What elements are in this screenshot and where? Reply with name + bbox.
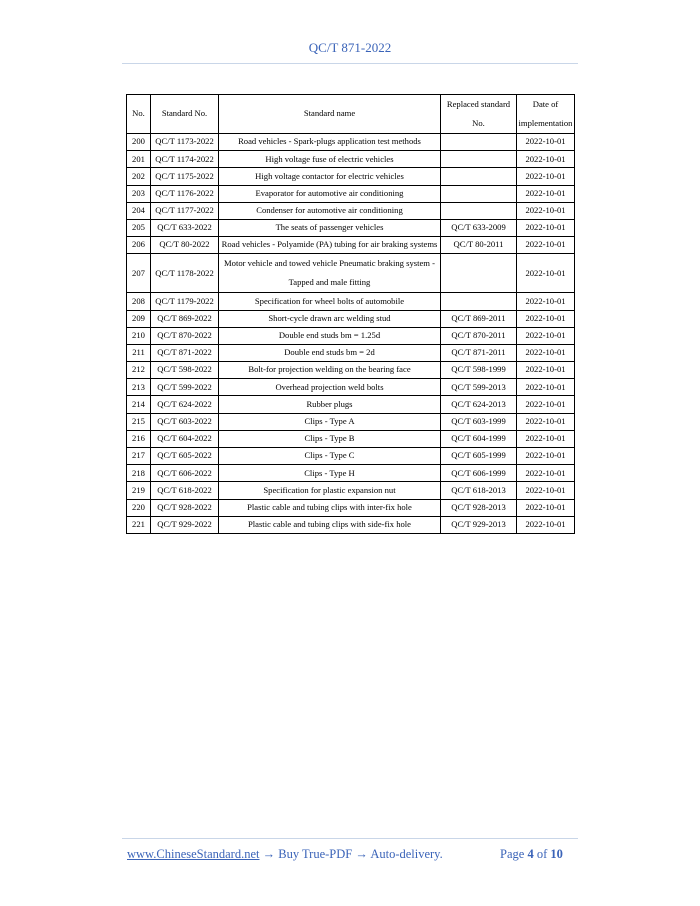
cell-standard-name: Evaporator for automotive air conditioning xyxy=(219,185,441,202)
cell-standard-name: Specification for wheel bolts of automobile xyxy=(219,293,441,310)
cell-standard-no: QC/T 929-2022 xyxy=(151,516,219,533)
cell-no: 210 xyxy=(127,327,151,344)
table-row xyxy=(127,413,575,430)
cell-replaced-standard xyxy=(441,254,517,293)
cell-no: 221 xyxy=(127,516,151,533)
page-indicator xyxy=(500,847,563,862)
table-row xyxy=(127,516,575,533)
header-replaced-line2: No. xyxy=(472,118,485,128)
cell-standard-no: QC/T 618-2022 xyxy=(151,482,219,499)
cell-date: 2022-10-01 xyxy=(517,185,575,202)
cell-standard-no: QC/T 871-2022 xyxy=(151,344,219,361)
cell-standard-name: High voltage fuse of electric vehicles xyxy=(219,151,441,168)
cell-replaced-standard: QC/T 80-2011 xyxy=(441,237,517,254)
cell-no: 208 xyxy=(127,293,151,310)
cell-standard-name: Double end studs bm = 1.25d xyxy=(219,327,441,344)
table-row xyxy=(127,168,575,185)
table-row xyxy=(127,379,575,396)
page-label: Page xyxy=(500,847,525,861)
cell-date: 2022-10-01 xyxy=(517,482,575,499)
cell-standard-no: QC/T 606-2022 xyxy=(151,465,219,482)
cell-date: 2022-10-01 xyxy=(517,379,575,396)
table-row xyxy=(127,134,575,151)
cell-no: 211 xyxy=(127,344,151,361)
cell-date: 2022-10-01 xyxy=(517,219,575,236)
header-divider xyxy=(122,63,578,64)
cell-standard-name: Clips - Type A xyxy=(219,413,441,430)
cell-replaced-standard: QC/T 929-2013 xyxy=(441,516,517,533)
table-row xyxy=(127,344,575,361)
cell-date: 2022-10-01 xyxy=(517,499,575,516)
cell-replaced-standard: QC/T 633-2009 xyxy=(441,219,517,236)
table-row xyxy=(127,465,575,482)
cell-no: 213 xyxy=(127,379,151,396)
footer-buy-text: Buy True-PDF xyxy=(278,847,353,861)
cell-replaced-standard: QC/T 928-2013 xyxy=(441,499,517,516)
table-row xyxy=(127,396,575,413)
cell-standard-no: QC/T 1178-2022 xyxy=(151,254,219,293)
footer-website-link[interactable]: www.ChineseStandard.net xyxy=(127,847,260,861)
cell-standard-no: QC/T 598-2022 xyxy=(151,362,219,379)
standards-table xyxy=(126,94,575,534)
header-standard-name: Standard name xyxy=(219,95,441,134)
cell-no: 216 xyxy=(127,430,151,447)
footer-delivery-text: Auto-delivery. xyxy=(370,847,443,861)
cell-date: 2022-10-01 xyxy=(517,465,575,482)
cell-no: 218 xyxy=(127,465,151,482)
cell-replaced-standard: QC/T 871-2011 xyxy=(441,344,517,361)
cell-standard-no: QC/T 599-2022 xyxy=(151,379,219,396)
cell-date: 2022-10-01 xyxy=(517,430,575,447)
cell-date: 2022-10-01 xyxy=(517,310,575,327)
cell-no: 201 xyxy=(127,151,151,168)
page-total: 10 xyxy=(550,847,563,861)
cell-replaced-standard: QC/T 605-1999 xyxy=(441,448,517,465)
cell-no: 220 xyxy=(127,499,151,516)
document-header-title: QC/T 871-2022 xyxy=(308,40,392,55)
cell-standard-no: QC/T 1175-2022 xyxy=(151,168,219,185)
cell-no: 209 xyxy=(127,310,151,327)
cell-replaced-standard: QC/T 603-1999 xyxy=(441,413,517,430)
header-date-line1: Date of xyxy=(532,99,559,109)
cell-date: 2022-10-01 xyxy=(517,396,575,413)
cell-standard-no: QC/T 1179-2022 xyxy=(151,293,219,310)
cell-standard-no: QC/T 604-2022 xyxy=(151,430,219,447)
cell-standard-name: Clips - Type C xyxy=(219,448,441,465)
table-row xyxy=(127,448,575,465)
cell-date: 2022-10-01 xyxy=(517,413,575,430)
cell-no: 212 xyxy=(127,362,151,379)
cell-standard-name: Overhead projection weld bolts xyxy=(219,379,441,396)
cell-standard-name: Plastic cable and tubing clips with inter-fix hole xyxy=(219,499,441,516)
table-row xyxy=(127,310,575,327)
table-row xyxy=(127,499,575,516)
table-row xyxy=(127,237,575,254)
cell-standard-name: Specification for plastic expansion nut xyxy=(219,482,441,499)
cell-standard-name: High voltage contactor for electric vehicles xyxy=(219,168,441,185)
cell-standard-name: Bolt-for projection welding on the bearing face xyxy=(219,362,441,379)
cell-replaced-standard: QC/T 869-2011 xyxy=(441,310,517,327)
cell-standard-no: QC/T 869-2022 xyxy=(151,310,219,327)
cell-standard-no: QC/T 1177-2022 xyxy=(151,202,219,219)
cell-standard-name: Road vehicles - Spark-plugs application test methods xyxy=(219,134,441,151)
cell-standard-no: QC/T 605-2022 xyxy=(151,448,219,465)
cell-standard-no: QC/T 624-2022 xyxy=(151,396,219,413)
cell-replaced-standard: QC/T 599-2013 xyxy=(441,379,517,396)
cell-date: 2022-10-01 xyxy=(517,516,575,533)
cell-standard-name: Condenser for automotive air conditioning xyxy=(219,202,441,219)
cell-no: 200 xyxy=(127,134,151,151)
cell-replaced-standard: QC/T 604-1999 xyxy=(441,430,517,447)
cell-no: 205 xyxy=(127,219,151,236)
cell-date: 2022-10-01 xyxy=(517,202,575,219)
cell-standard-name: Motor vehicle and towed vehicle Pneumatic braking system - Tapped and male fitting xyxy=(219,254,441,293)
cell-replaced-standard: QC/T 624-2013 xyxy=(441,396,517,413)
cell-date: 2022-10-01 xyxy=(517,151,575,168)
table-row xyxy=(127,482,575,499)
cell-replaced-standard xyxy=(441,151,517,168)
cell-no: 207 xyxy=(127,254,151,293)
cell-date: 2022-10-01 xyxy=(517,344,575,361)
cell-no: 215 xyxy=(127,413,151,430)
page-of: of xyxy=(536,847,548,861)
cell-no: 204 xyxy=(127,202,151,219)
cell-standard-name: The seats of passenger vehicles xyxy=(219,219,441,236)
table-row xyxy=(127,362,575,379)
cell-standard-name: Double end studs bm = 2d xyxy=(219,344,441,361)
cell-standard-name: Clips - Type H xyxy=(219,465,441,482)
table-row xyxy=(127,202,575,219)
cell-no: 203 xyxy=(127,185,151,202)
cell-standard-name: Clips - Type B xyxy=(219,430,441,447)
cell-replaced-standard xyxy=(441,185,517,202)
cell-replaced-standard: QC/T 618-2013 xyxy=(441,482,517,499)
cell-no: 214 xyxy=(127,396,151,413)
footer-arrow-icon: → xyxy=(262,847,276,861)
cell-standard-no: QC/T 633-2022 xyxy=(151,219,219,236)
cell-replaced-standard xyxy=(441,293,517,310)
footer-promo xyxy=(127,847,443,862)
cell-date: 2022-10-01 xyxy=(517,168,575,185)
cell-standard-no: QC/T 1174-2022 xyxy=(151,151,219,168)
cell-standard-no: QC/T 1176-2022 xyxy=(151,185,219,202)
cell-replaced-standard xyxy=(441,168,517,185)
cell-replaced-standard xyxy=(441,134,517,151)
cell-standard-no: QC/T 80-2022 xyxy=(151,237,219,254)
header-no: No. xyxy=(127,95,151,134)
cell-replaced-standard: QC/T 606-1999 xyxy=(441,465,517,482)
cell-date: 2022-10-01 xyxy=(517,134,575,151)
cell-no: 217 xyxy=(127,448,151,465)
cell-standard-name: Plastic cable and tubing clips with side-fix hole xyxy=(219,516,441,533)
cell-standard-no: QC/T 1173-2022 xyxy=(151,134,219,151)
cell-standard-no: QC/T 870-2022 xyxy=(151,327,219,344)
cell-replaced-standard: QC/T 870-2011 xyxy=(441,327,517,344)
cell-date: 2022-10-01 xyxy=(517,448,575,465)
header-standard-no: Standard No. xyxy=(151,95,219,134)
table-row xyxy=(127,185,575,202)
table-row xyxy=(127,327,575,344)
cell-no: 219 xyxy=(127,482,151,499)
table-row xyxy=(127,293,575,310)
cell-date: 2022-10-01 xyxy=(517,237,575,254)
cell-replaced-standard: QC/T 598-1999 xyxy=(441,362,517,379)
cell-date: 2022-10-01 xyxy=(517,362,575,379)
page-current: 4 xyxy=(527,847,534,861)
table-header-row xyxy=(127,95,575,134)
table-row xyxy=(127,151,575,168)
header-replaced-standard xyxy=(441,95,517,134)
cell-standard-name: Short-cycle drawn arc welding stud xyxy=(219,310,441,327)
cell-standard-no: QC/T 928-2022 xyxy=(151,499,219,516)
header-replaced-line1: Replaced standard xyxy=(446,99,511,109)
cell-no: 202 xyxy=(127,168,151,185)
table-row xyxy=(127,430,575,447)
cell-date: 2022-10-01 xyxy=(517,327,575,344)
cell-date: 2022-10-01 xyxy=(517,293,575,310)
cell-standard-name: Road vehicles - Polyamide (PA) tubing for air braking systems xyxy=(219,237,441,254)
footer-divider xyxy=(122,838,578,839)
header-date xyxy=(517,95,575,134)
cell-standard-no: QC/T 603-2022 xyxy=(151,413,219,430)
cell-date: 2022-10-01 xyxy=(517,254,575,293)
cell-no: 206 xyxy=(127,237,151,254)
table-row xyxy=(127,254,575,293)
header-date-line2: implementation xyxy=(518,118,573,128)
cell-standard-name: Rubber plugs xyxy=(219,396,441,413)
footer-arrow-icon: → xyxy=(355,847,368,861)
cell-replaced-standard xyxy=(441,202,517,219)
table-row xyxy=(127,219,575,236)
